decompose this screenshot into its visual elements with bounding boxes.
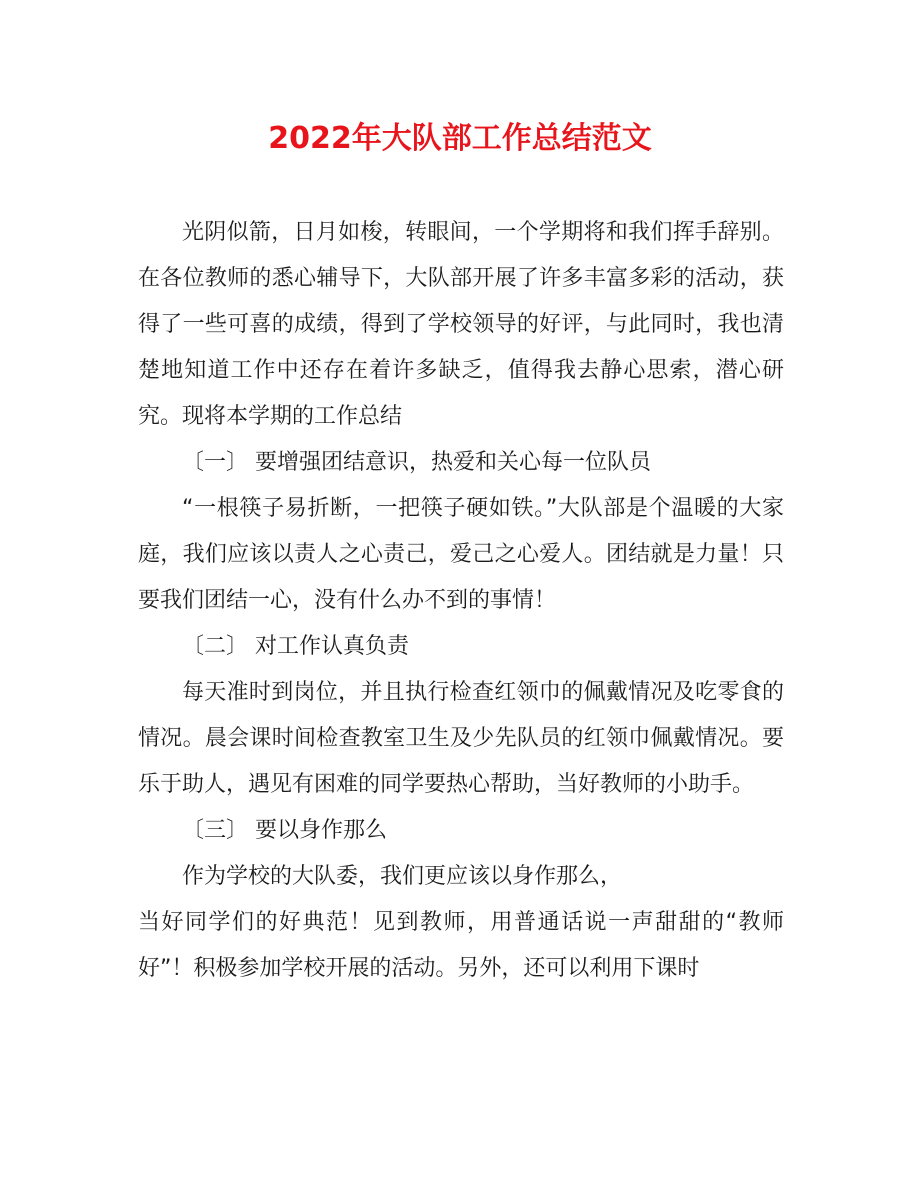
paragraph-section-3-continued: 当好同学们的好典范！见到教师，用普通话说一声甜甜的“教师好”！积极参加学校开展的活动。另外，还可以利用下课时	[138, 910, 784, 981]
section-heading-3: 〔三〕 要以身作那么	[182, 818, 387, 843]
section-heading-1: 〔一〕 要增强团结意识，热爱和关心每一位队员	[182, 450, 651, 475]
section-heading-2: 〔二〕 对工作认真负责	[182, 634, 409, 659]
document-title: 2022年大队部工作总结范文	[268, 121, 652, 156]
paragraph-intro: 光阴似箭，日月如梭，转眼间，一个学期将和我们挥手辞别。在各位教师的悉心辅导下，大队部开展了许多丰富多彩的活动，获得了一些可喜的成绩，得到了学校领导的好评，与此同时，我也清楚地知道工作中还存在着许多缺乏，值得我去静心思索，潜心研究。现将本学期的工作总结	[138, 220, 784, 429]
paragraph-section-2: 每天准时到岗位，并且执行检查红领巾的佩戴情况及吃零食的情况。晨会课时间检查教室卫生及少先队员的红领巾佩戴情况。要乐于助人，遇见有困难的同学要热心帮助，当好教师的小助手。	[138, 680, 784, 797]
paragraph-section-1: “一根筷子易折断，一把筷子硬如铁。”大队部是个温暖的大家庭，我们应该以责人之心责己，爱己之心爱人。团结就是力量！只要我们团结一心，没有什么办不到的事情！	[138, 496, 785, 613]
paragraph-section-3-line-1: 作为学校的大队委，我们更应该以身作那么，	[182, 864, 623, 889]
document-body	[138, 210, 784, 992]
